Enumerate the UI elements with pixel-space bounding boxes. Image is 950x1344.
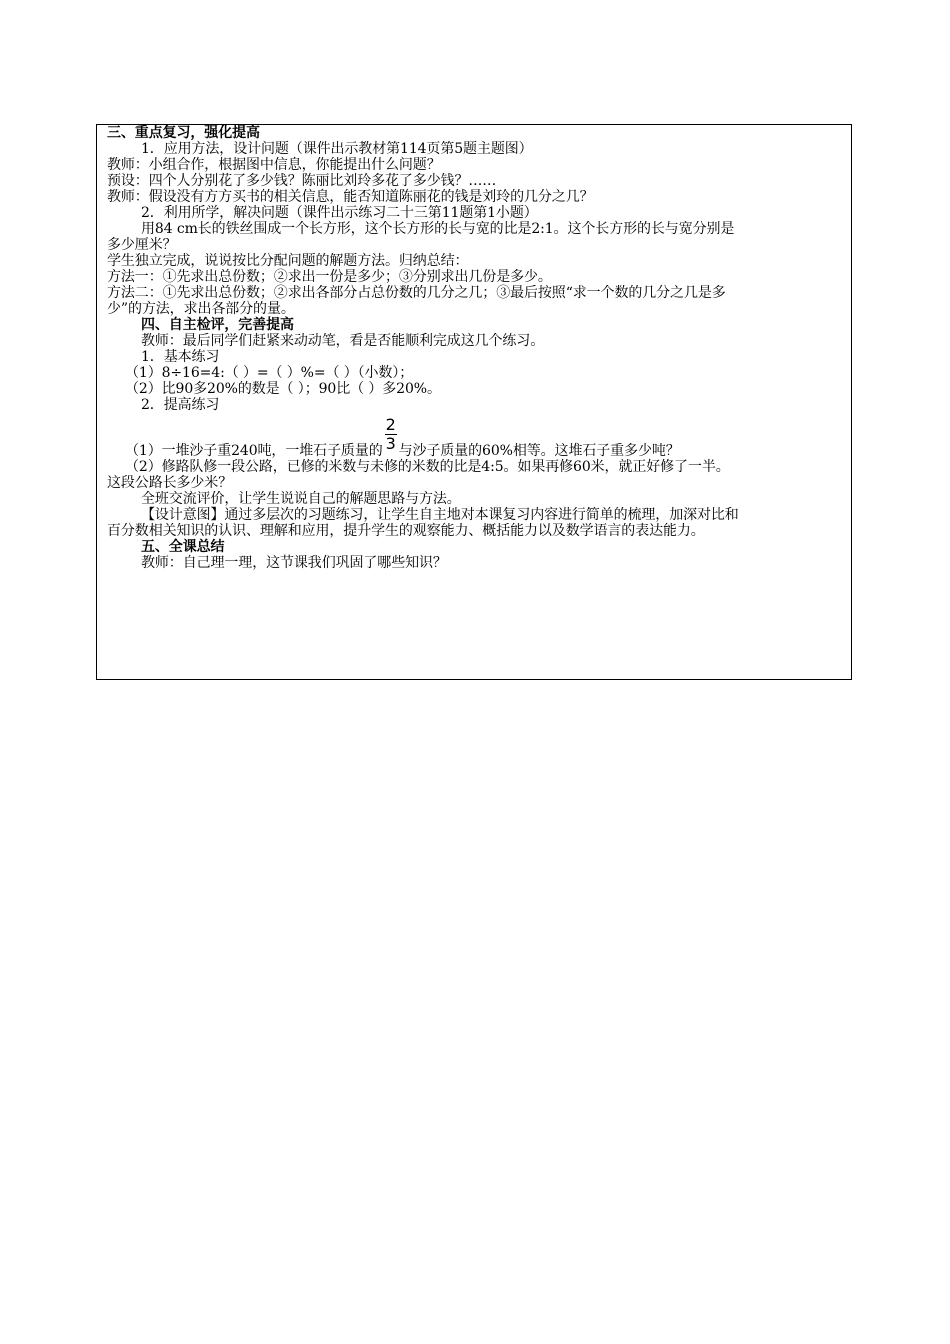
section3-problem-line2: 多少厘米？ xyxy=(107,237,177,253)
fraction-numerator: 2 xyxy=(385,414,396,434)
section4-advanced-q2-line2: 这段公路长多少米？ xyxy=(107,475,233,491)
section4-design-intent-line1: 【设计意图】通过多层次的习题练习，让学生自主地对本课复习内容进行简单的梳理，加深对比和 xyxy=(141,507,739,523)
section4-basic-title: 1．基本练习 xyxy=(141,349,220,365)
section4-teacher: 教师：最后同学们赶紧来动动笔，看是否能顺利完成这几个练习。 xyxy=(141,333,545,349)
section5-teacher: 教师：自己理一理，这节课我们巩固了哪些知识？ xyxy=(141,555,447,571)
section4-design-intent-line2: 百分数相关知识的认识、理解和应用，提升学生的观察能力、概括能力以及数学语言的表达能力。 xyxy=(107,523,705,539)
advanced-q1-text-before: （1）一堆沙子重240吨，一堆石子质量的 xyxy=(125,443,383,459)
section3-method2-line1: 方法二：①先求出总份数；②求出各部分占总份数的几分之几；③最后按照“求一个数的几分之几是多 xyxy=(107,285,726,301)
section3-heading: 三、重点复习，强化提高 xyxy=(107,125,260,141)
lesson-plan-cell xyxy=(96,124,852,680)
section4-heading: 四、自主检评，完善提高 xyxy=(141,317,294,333)
section4-basic-q2: （2）比90多20%的数是（ ）；90比（ ）多20%。 xyxy=(125,381,441,397)
section3-method1: 方法一：①先求出总份数；②求出一份是多少；③分别求出几份是多少。 xyxy=(107,269,552,285)
section4-basic-q1: （1）8÷16=4:（ ）=（ ）%=（ ）（小数）； xyxy=(125,365,414,381)
section3-method2-line2: 少”的方法，求出各部分的量。 xyxy=(107,301,295,317)
section4-advanced-q2-line1: （2）修路队修一段公路，已修的米数与未修的米数的比是4:5。如果再修60米，就正好修了一半。 xyxy=(125,459,730,475)
fraction-denominator: 3 xyxy=(385,433,396,453)
section3-preset: 预设：四个人分别花了多少钱？陈丽比刘玲多花了多少钱？…… xyxy=(107,173,497,189)
section3-teacher-prompt: 教师：小组合作，根据图中信息，你能提出什么问题？ xyxy=(107,157,441,173)
fraction-two-thirds xyxy=(385,416,397,453)
section4-class-review: 全班交流评价，让学生说说自己的解题思路与方法。 xyxy=(141,491,461,507)
section5-heading: 五、全课总结 xyxy=(141,539,225,555)
section4-advanced-title: 2．提高练习 xyxy=(141,397,220,413)
section3-item1: 1．应用方法，设计问题（课件出示教材第114页第5题主题图） xyxy=(141,141,533,157)
section3-problem-line1: 用84 cm长的铁丝围成一个长方形，这个长方形的长与宽的比是2:1。这个长方形的长与宽分别是 xyxy=(141,221,735,237)
advanced-q1-text-after: 与沙子质量的60%相等。这堆石子重多少吨？ xyxy=(398,443,680,459)
section3-teacher-question: 教师：假设没有方方买书的相关信息，能否知道陈丽花的钱是刘玲的几分之几？ xyxy=(107,189,594,205)
section4-advanced-q1 xyxy=(107,414,845,459)
section3-item2: 2．利用所学，解决问题（课件出示练习二十三第11题第1小题） xyxy=(141,205,538,221)
section3-summary: 学生独立完成，说说按比分配问题的解题方法。归纳总结： xyxy=(107,253,469,269)
